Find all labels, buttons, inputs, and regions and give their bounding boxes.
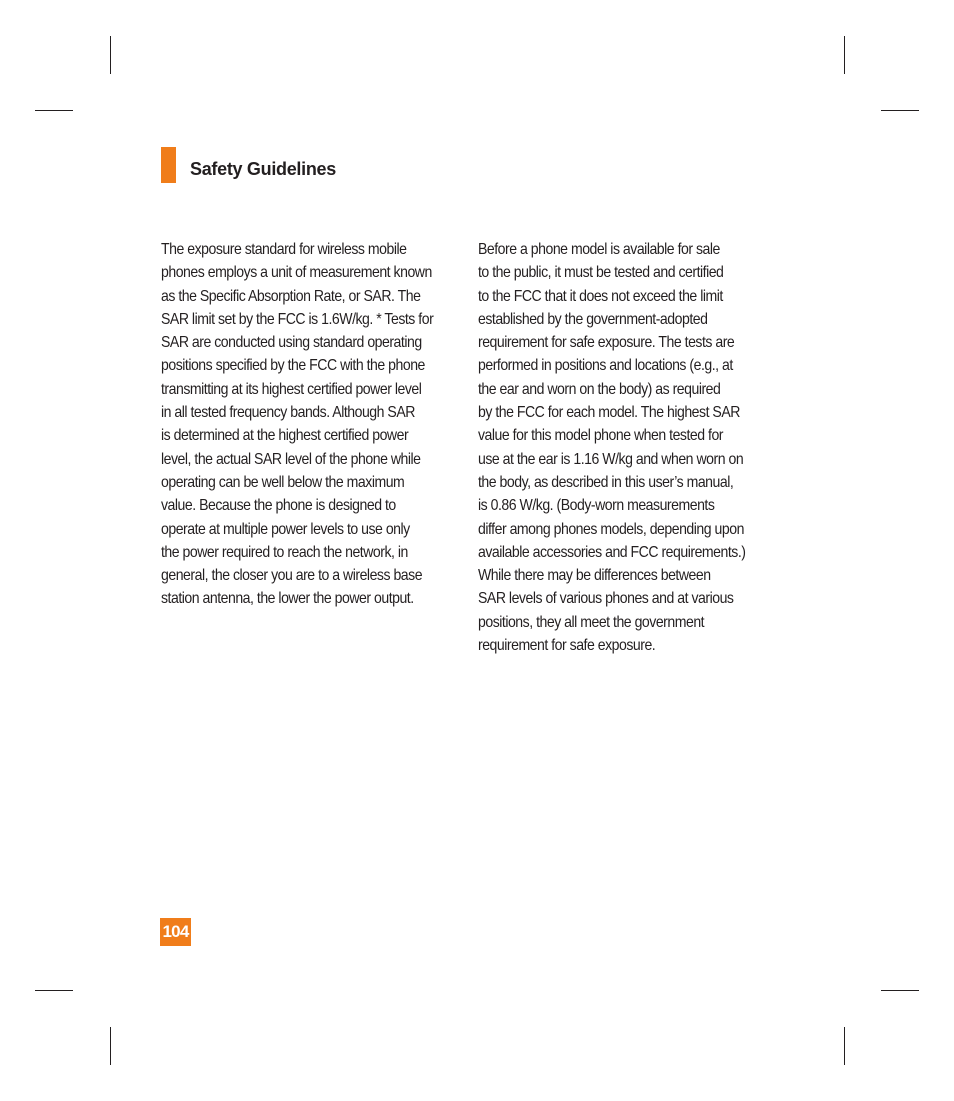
crop-mark-bottom-right-horizontal bbox=[881, 990, 919, 991]
text-line: SAR limit set by the FCC is 1.6W/kg. * Tests for bbox=[161, 310, 434, 328]
text-line: available accessories and FCC requirements.) bbox=[478, 543, 746, 561]
text-line: to the FCC that it does not exceed the limit bbox=[478, 287, 723, 305]
text-line: is 0.86 W/kg. (Body-worn measurements bbox=[478, 497, 715, 515]
text-line: SAR levels of various phones and at various bbox=[478, 590, 734, 608]
text-line: the ear and worn on the body) as required bbox=[478, 380, 721, 398]
text-line: transmitting at its highest certified power level bbox=[161, 380, 422, 398]
text-line: value. Because the phone is designed to bbox=[161, 497, 396, 515]
crop-mark-top-left-vertical bbox=[110, 36, 111, 74]
text-line: operating can be well below the maximum bbox=[161, 473, 405, 491]
crop-mark-bottom-right-vertical bbox=[844, 1027, 845, 1065]
section-title: Safety Guidelines bbox=[190, 159, 336, 179]
text-line: as the Specific Absorption Rate, or SAR. The bbox=[161, 287, 421, 305]
crop-mark-top-left-horizontal bbox=[35, 110, 73, 111]
text-line: general, the closer you are to a wireless base bbox=[161, 567, 423, 585]
text-line: While there may be differences between bbox=[478, 567, 711, 585]
text-line: Before a phone model is available for sale bbox=[478, 241, 720, 258]
text-line: value for this model phone when tested for bbox=[478, 427, 724, 445]
text-line: is determined at the highest certified power bbox=[161, 427, 409, 445]
text-line: to the public, it must be tested and certified bbox=[478, 264, 724, 282]
text-line: positions, they all meet the government bbox=[478, 613, 705, 631]
text-line: station antenna, the lower the power output. bbox=[161, 590, 414, 608]
text-line: The exposure standard for wireless mobile bbox=[161, 241, 407, 258]
text-line: the power required to reach the network, in bbox=[161, 543, 408, 561]
text-line: requirement for safe exposure. The tests are bbox=[478, 334, 735, 352]
text-line: positions specified by the FCC with the phone bbox=[161, 357, 425, 375]
text-line: operate at multiple power levels to use only bbox=[161, 520, 410, 538]
text-line: in all tested frequency bands. Although SAR bbox=[161, 404, 415, 422]
text-line: performed in positions and locations (e.g., at bbox=[478, 357, 733, 375]
crop-mark-top-right-horizontal bbox=[881, 110, 919, 111]
text-line: requirement for safe exposure. bbox=[478, 637, 656, 655]
page-number: 104 bbox=[160, 918, 191, 946]
crop-mark-bottom-left-horizontal bbox=[35, 990, 73, 991]
crop-mark-bottom-left-vertical bbox=[110, 1027, 111, 1065]
text-line: by the FCC for each model. The highest SAR bbox=[478, 404, 740, 422]
section-marker bbox=[161, 147, 176, 183]
text-line: SAR are conducted using standard operating bbox=[161, 334, 422, 352]
text-line: differ among phones models, depending upon bbox=[478, 520, 744, 538]
crop-mark-top-right-vertical bbox=[844, 36, 845, 74]
text-line: level, the actual SAR level of the phone while bbox=[161, 450, 421, 468]
text-line: established by the government-adopted bbox=[478, 310, 708, 328]
text-line: the body, as described in this user’s manual, bbox=[478, 473, 734, 491]
text-line: phones employs a unit of measurement known bbox=[161, 264, 432, 282]
text-line: use at the ear is 1.16 W/kg and when worn on bbox=[478, 450, 744, 468]
text-column-right bbox=[478, 238, 778, 657]
text-column-left bbox=[161, 238, 461, 611]
